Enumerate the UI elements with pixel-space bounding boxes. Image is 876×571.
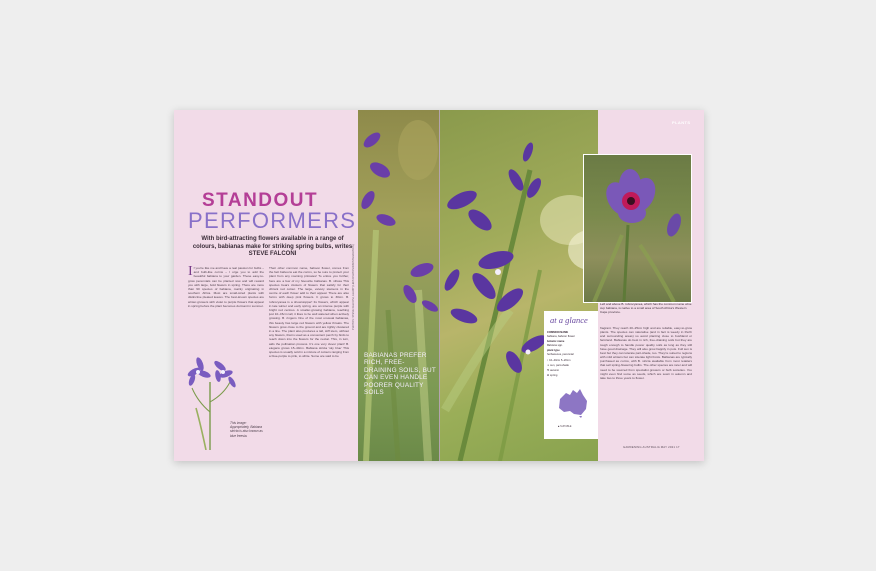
size-icon: ↕ <box>547 359 550 362</box>
inset-photo <box>583 154 692 303</box>
planting-value <box>547 369 559 372</box>
photo-credit: PHOTOS: STEVE FALCONI, ALAMY (LEFT/ASHTON/DISINTEGRATION) <box>352 244 355 330</box>
map-legend-text: SUITABLE <box>560 425 572 428</box>
common-name-label: COMMON NAME <box>547 331 569 334</box>
left-page <box>174 110 439 461</box>
right-page <box>440 110 704 461</box>
page-footer: GARDENING AUSTRALIA MAY 2021 17 <box>623 445 680 449</box>
inset-caption: Left and above B. rubrocyanea, which has the common name wine cup babiana, is native to a small area of South Africa's Western Cape province. <box>600 302 692 314</box>
aspect-text: sun, part-shade <box>550 364 569 367</box>
botanical-value: Babiana spp. <box>547 344 563 347</box>
sun-icon: ☀ <box>547 364 551 367</box>
drop-cap: I <box>188 266 193 279</box>
magazine-spread <box>174 110 704 461</box>
aspect-value <box>547 364 569 367</box>
size-value <box>547 359 570 362</box>
legend-swatch-icon: ■ <box>558 425 561 428</box>
flowering-text: spring <box>550 374 558 377</box>
at-a-glance-title: at a glance <box>550 315 588 325</box>
left-photo <box>358 110 439 461</box>
shovel-icon: ⚒ <box>547 369 551 372</box>
botanical-label: botanic name <box>547 340 565 343</box>
size-text: 10–40cm 5–20cm <box>549 359 571 362</box>
body-column-1 <box>188 266 264 328</box>
body-column-2: Their other common name, baboon flower, comes from the fact baboons eat the corms, so be sure to protect your plant from any roaming primates! To entice you further, here are a few of my favourite babianas. B. villosa This species bears clusters of flowers that satisfy for their vibrant red colour. The large, velvety stamens in the centre of each flower add to their appeal. There are also forms with deep pink flowers. It grows to 30cm. B. rubrocyanea is a showstopper! Its flowers, which appear in late winter and early spring, are an intense purple with bright red centres. A smaller-growing babiana, reaching just 10–15cm tall, it likes to be well watered when actively growing. B. ringens One of the most unusual babianas, this beauty has large red flowers with yellow throats. The flowers grow close to the ground and are tightly clustered in a line. The plant also produces a tall, stiff stem, without any flowers, that is used as a convenient perch by birds to reach down into the flowers for the nectar. This, in turn, aids the pollination process. It's one very clever plant! B. elegans grows 15–40cm. Babiana stricta 'sky blue' This species is usually sold in a mixture of colours ranging from a blue-purple to pink, to white. Some are said to be <box>269 266 349 359</box>
flower-icon: ✿ <box>547 374 550 377</box>
wine-cup-babiana-photo <box>584 155 691 302</box>
pull-quote: BABIANAS PREFER RICH, FREE-DRAINING SOILS, BUT CAN EVEN HANDLE POORER QUALITY SOILS <box>364 352 436 397</box>
headline-performers: PERFORMERS <box>188 208 357 233</box>
body-column-1-text: f you're like me and have a real passion for bulbs – and bulb-like corms – I urge you to add the beautiful babiana to your garden. These easy-to-grow perennials can be planted now and will reward you with large, bold flowers in spring. There are more than 90 species of babiana, mainly originating in southern Africa. Most are small-sized plants with distinctive pleated leaves. The best-known species are winter-growers with violet to purple flowers that appear in spring before the plant becomes dormant in summer. <box>188 266 264 308</box>
flowering-value <box>547 374 557 377</box>
body-column-3: fragrant. They reach 20–25cm high and are reliable, easy-to-grow plants. The species can naturalise (and in fact is weedy in Perth and surrounding areas) so avoid planting close to bushland or farmland. Babianas do best in rich, free-draining soils but they are tough enough to handle poorer quality soils as long as they still have good drainage. They will also grow happily in pots. Full sun is best but they can tolerate part-shade, too. They're suited to regions with mild winters but can tolerate light frosts. Babianas are typically purchased as corms, with B. stricta available from most retailers that sell spring-flowering bulbs. The other species are rarer and will need to be sourced from specialist growers or bulb societies. You might even find some as seeds, which are sown in autumn and take two to three years to flower. <box>600 326 692 380</box>
at-a-glance-box <box>544 311 598 439</box>
purple-flowers-photo <box>358 110 439 461</box>
map-legend <box>558 425 572 428</box>
section-tag: PLANTS <box>672 120 691 125</box>
planting-text: autumn <box>550 369 560 372</box>
photo-caption-left: This image: Appropriately, Babiana stricta is also known as blue freesia. <box>230 421 263 438</box>
headline-standout: STANDOUT <box>202 190 319 211</box>
standfirst: With bird-attracting flowers available in a range of colours, babianas make for striking spring bulbs, writes STEVE FALCONI <box>192 236 353 258</box>
plant-type-value: herbaceous, perennial <box>547 353 574 356</box>
australia-map-icon <box>556 387 590 419</box>
plant-type-label: plant type <box>547 349 560 352</box>
common-name-value: babiana, baboon flower <box>547 335 575 338</box>
